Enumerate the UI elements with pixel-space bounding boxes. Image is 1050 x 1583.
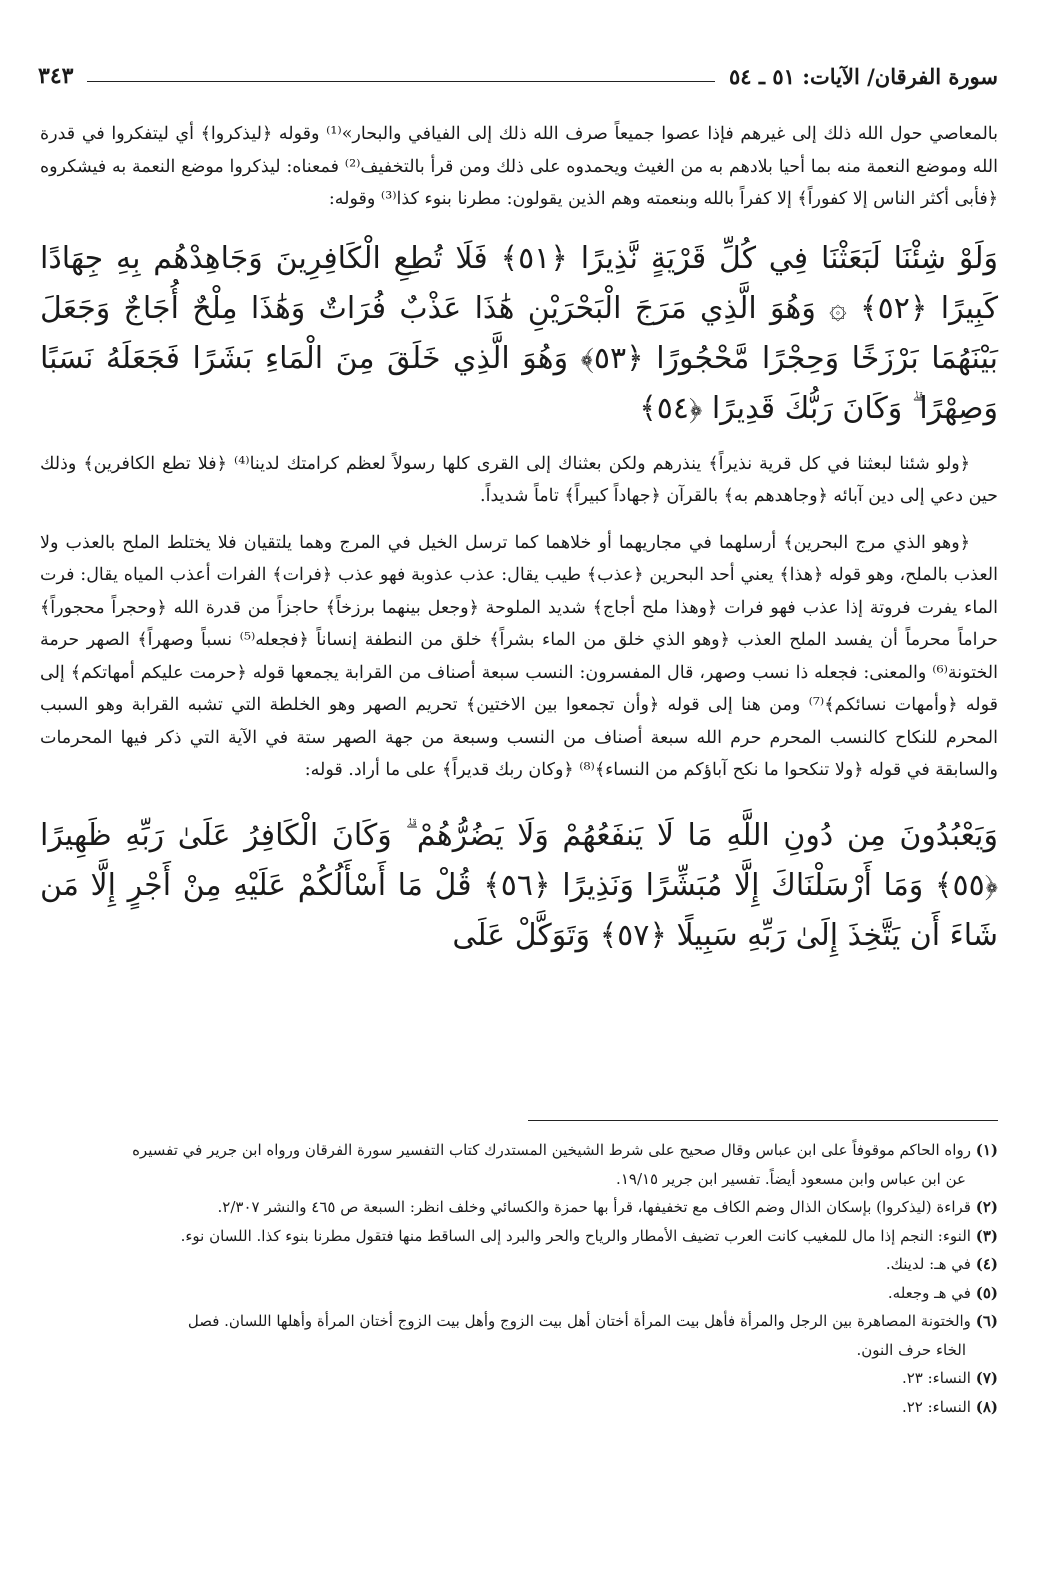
footnote-4: (٤) في هـ: لدينك.: [885, 1255, 998, 1273]
footnote-6-cont: الخاء حرف النون.: [856, 1340, 966, 1359]
running-title: سورة الفرقان/ الآيات: ٥١ ـ ٥٤: [729, 63, 998, 89]
footnote-5: (٥) في هـ وجعله.: [887, 1283, 998, 1302]
footnote-1: (١) رواه الحاكم موقوفاً على ابن عباس وقال صحيح على شرط الشيخين المستدرك كتاب التفسير سورة الفرقان ورواه ابن جرير في تفسيره: [132, 1141, 998, 1159]
footnote-3: (٣) النوء: النجم إذا مال للمغيب كانت العرب تضيف الأمطار والرياح والحر والبرد إلى الساقط منها فتقول مطرنا بنوء كذا. اللسان نوء.: [180, 1226, 998, 1245]
footnote-separator: [528, 1120, 998, 1121]
page-number: ٣٤٣: [38, 63, 74, 89]
page-header: [38, 58, 998, 94]
paragraph-1: بالمعاصي حول الله ذلك إلى غيرهم فإذا عصوا جميعاً صرف الله ذلك إلى الفيافي والبحار»⁽¹⁾ وقوله ﴿ليذكروا﴾ أي ليتفكروا في قدرة الله وموضع النعمة منه بما أحيا بلادهم به من الغيث ويحمدوه على ذلك ومن قرأ بالتخفيف⁽²⁾ فمعناه: ليذكروا موضع النعمة به فيشكروه ﴿فأبى أكثر الناس إلا كفوراً﴾ إلا كفراً بالله وبنعمته وهم الذين يقولون: مطرنا بنوء كذا⁽³⁾ وقوله:: [40, 124, 998, 209]
footnote-2: (٢) قراءة (ليذكروا) بإسكان الذال وضم الكاف مع تخفيفها، قرأ بها حمزة والكسائي وخلف انظر: السبعة ص ٤٦٥ والنشر ٢/٣٠٧.: [217, 1198, 998, 1216]
paragraph-2: ﴿ولو شئنا لبعثنا في كل قرية نذيراً﴾ ينذرهم ولكن بعثناك إلى القرى كلها رسولاً لعظم كرامتك لدينا⁽⁴⁾ ﴿فلا تطع الكافرين﴾ وذلك حين دعي إلى دين آبائه ﴿وجاهدهم به﴾ بالقرآن ﴿جهاداً كبيراً﴾ تاماً شديداً.: [40, 453, 998, 506]
paragraph-3: ﴿وهو الذي مرج البحرين﴾ أرسلهما في مجاريهما أو خلاهما كما ترسل الخيل في المرج وهما يلتقيان فلا يختلط الملح بالعذب ولا العذب بالملح، وهو قوله ﴿هذا﴾ يعني أحد البحرين ﴿عذب﴾ طيب يقال: عذب عذوبة فهو عذب ﴿فرات﴾ الفرات أعذب المياه يقال: فرت الماء يفرت فروتة إذا عذب فهو فرات ﴿وهذا ملح أجاج﴾ شديد الملوحة ﴿وجعل بينهما برزخاً﴾ حاجزاً من قدرة الله ﴿وحجراً محجوراً﴾ حراماً محرماً أن يفسد الملح العذب ﴿وهو الذي خلق من الماء بشراً﴾ خلق من النطفة إنساناً ﴿فجعله⁽⁵⁾ نسباً وصهراً﴾ الصهر حرمة الختونة⁽⁶⁾ والمعنى: فجعله ذا نسب وصهر، قال المفسرون: النسب سبعة أصناف من القرابة يجمعها قوله ﴿حرمت عليكم أمهاتكم﴾ إلى قوله ﴿وأمهات نسائكم﴾⁽⁷⁾ ومن هنا إلى قوله ﴿وأن تجمعوا بين الاختين﴾ تحريم الصهر وهو الخلطة التي تشبه القرابة وهو السبب المحرم للنكاح كالنسب المحرم حرم الله سبعة أصناف من النسب وسبعة من جهة الصهر ستة في الآية التي ذكر فيها المحرمات والسابقة في قوله ﴿ولا تنكحوا ما نكح آباؤكم من النساء﴾⁽⁸⁾ ﴿وكان ربك قديراً﴾ على ما أراد. قوله:: [40, 532, 998, 780]
footnote-6: (٦) والختونة المصاهرة بين الرجل والمرأة فأهل بيت المرأة أختان أهل بيت الزوج وأهل بيت الزوج أختان المرأة وأهلها اللسان. فصل: [187, 1312, 998, 1330]
footnote-8: (٨) النساء: ٢٢.: [901, 1397, 998, 1416]
main-text: [40, 118, 998, 981]
footnotes: [40, 1136, 998, 1421]
quran-verses-55-58: وَيَعْبُدُونَ مِن دُونِ اللَّهِ مَا لَا يَنفَعُهُمْ وَلَا يَضُرُّهُمْ ۗ وَكَانَ الْكَافِرُ عَلَىٰ رَبِّهِ ظَهِيرًا ﴿٥٥﴾ وَمَا أَرْسَلْنَاكَ إِلَّا مُبَشِّرًا وَنَذِيرًا ﴿٥٦﴾ قُلْ مَا أَسْأَلُكُمْ عَلَيْهِ مِنْ أَجْرٍ إِلَّا مَن شَاءَ أَن يَتَّخِذَ إِلَىٰ رَبِّهِ سَبِيلًا ﴿٥٧﴾ وَتَوَكَّلْ عَلَى: [40, 817, 998, 953]
footnote-7: (٧) النساء: ٢٣.: [901, 1369, 998, 1387]
footnote-1-cont: عن ابن عباس وابن مسعود أيضاً. تفسير ابن جرير ١٩/١٥.: [616, 1169, 966, 1188]
header-rule: [87, 81, 715, 82]
quran-verses-51-54: وَلَوْ شِئْنَا لَبَعَثْنَا فِي كُلِّ قَرْيَةٍ نَّذِيرًا ﴿٥١﴾ فَلَا تُطِعِ الْكَافِرِينَ وَجَاهِدْهُم بِهِ جِهَادًا كَبِيرًا ﴿٥٢﴾ ۞ وَهُوَ الَّذِي مَرَجَ الْبَحْرَيْنِ هَٰذَا عَذْبٌ فُرَاتٌ وَهَٰذَا مِلْحٌ أُجَاجٌ وَجَعَلَ بَيْنَهُمَا بَرْزَخًا وَحِجْرًا مَّحْجُورًا ﴿٥٣﴾ وَهُوَ الَّذِي خَلَقَ مِنَ الْمَاءِ بَشَرًا فَجَعَلَهُ نَسَبًا وَصِهْرًا ۗ وَكَانَ رَبُّكَ قَدِيرًا ﴿٥٤﴾: [40, 240, 999, 426]
